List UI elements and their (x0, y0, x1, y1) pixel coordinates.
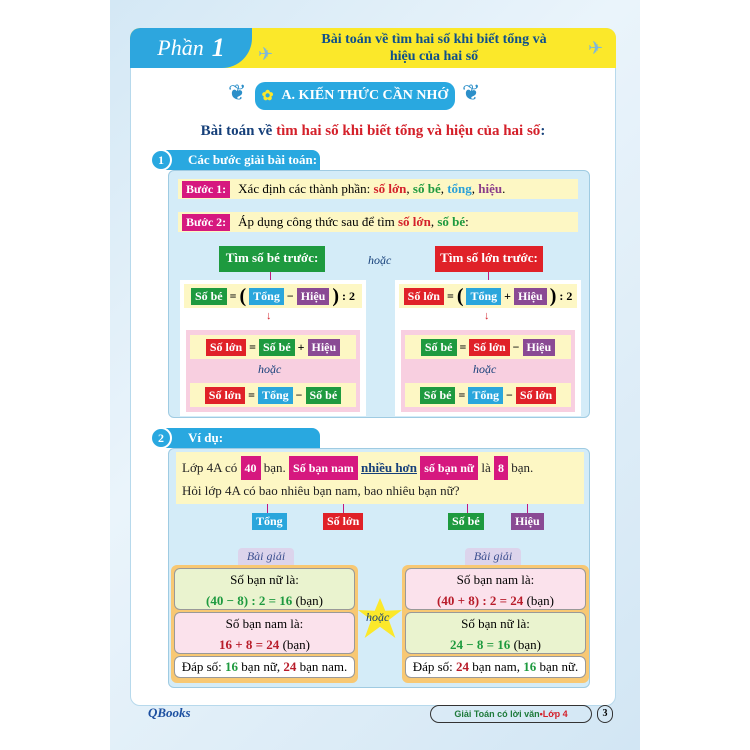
arrow-down-icon: ↓ (484, 310, 490, 322)
unit: (bạn) (513, 637, 541, 652)
method-left-panel (180, 280, 366, 416)
part-label: Phần (157, 35, 204, 60)
text: là (481, 460, 491, 475)
solution-left (171, 565, 358, 683)
sep: • (539, 709, 543, 719)
book-title: Giải Toán có lời văn (454, 709, 540, 719)
question-line-1 (182, 456, 578, 480)
steps-title: Các bước giải bài toán: (188, 152, 318, 167)
op: = (249, 339, 256, 354)
term-so-lon: Số lớn (516, 387, 556, 404)
term-tong: Tổng (258, 387, 293, 404)
solution-label: Bài giải (465, 548, 521, 565)
step-1 (178, 179, 578, 199)
label-hieu: Hiệu (511, 513, 544, 530)
value-8: 8 (494, 456, 508, 480)
formula-so-be (405, 335, 571, 359)
connector (488, 272, 489, 280)
solution-label: Bài giải (238, 548, 294, 565)
value-40: 40 (241, 456, 261, 480)
paren: ) (549, 284, 557, 307)
answer (174, 656, 355, 678)
leaf-branch-icon: ❦ (228, 80, 247, 105)
derived-box (401, 330, 575, 412)
airplane-icon: ✈ (588, 38, 604, 58)
op: : 2 (342, 288, 356, 303)
paren: ( (239, 284, 247, 307)
term: tổng (447, 181, 472, 196)
calc: 24 − 8 = 16 (449, 637, 511, 652)
term: số lớn (397, 214, 431, 229)
arrow-down-icon: ↓ (266, 310, 272, 322)
leaf-branch-icon: ❦ (462, 80, 481, 105)
label-so-be: Số bé (448, 513, 484, 530)
more-phrase: nhiều hơn (361, 460, 417, 475)
step-text: Áp dụng công thức sau để tìm (238, 214, 398, 229)
term-so-lon: Số lớn (206, 339, 246, 356)
step-text: Xác định các thành phần: (238, 181, 374, 196)
op: + (297, 339, 305, 354)
term-tong: Tổng (468, 387, 503, 404)
term-so-lon: Số lớn (469, 339, 509, 356)
formula-so-lon-alt (190, 383, 356, 407)
step-girls (174, 568, 355, 610)
step-label: Số bạn nữ là: (461, 616, 530, 631)
flower-icon: ✿ (261, 88, 274, 104)
part-header (130, 28, 616, 68)
section-a-title (255, 82, 455, 110)
term-so-be: Số bé (191, 288, 227, 305)
sep: , (430, 214, 438, 229)
formula-so-be (184, 284, 362, 308)
formula-so-lon (190, 335, 356, 359)
calc: (40 − 8) : 2 = 16 (206, 593, 293, 608)
example-question (176, 452, 584, 504)
method-right-panel (395, 280, 581, 416)
part-number: 1 (211, 33, 225, 62)
book-footer (430, 705, 592, 723)
or-label: hoặc (368, 253, 392, 267)
step-2-label: Bước 2: (182, 214, 230, 231)
term-tong: Tổng (466, 288, 501, 305)
example-title: Ví dụ: (188, 430, 224, 445)
step-label: Số bạn nam là: (225, 616, 304, 631)
text: bạn. (511, 460, 534, 475)
answer-value: 24 (456, 659, 470, 674)
step-2-text (238, 214, 469, 230)
answer-text: bạn nam, (469, 659, 524, 674)
term: số bé (437, 214, 466, 229)
or-label: hoặc (366, 610, 390, 624)
op: + (504, 288, 512, 303)
op: − (295, 387, 303, 402)
connector (270, 272, 271, 280)
sep: , (406, 181, 413, 196)
term-hieu: Hiệu (523, 339, 556, 356)
step-label: Số bạn nữ là: (230, 572, 299, 587)
term-so-be: Số bé (259, 339, 295, 356)
term-hieu: Hiệu (308, 339, 341, 356)
term-so-be: Số bé (306, 387, 342, 404)
step-boys (174, 612, 355, 654)
method-left-title: Tìm số bé trước: (219, 246, 325, 272)
end: . (502, 181, 506, 196)
formula-so-lon (399, 284, 577, 308)
end: : (465, 214, 469, 229)
formula-so-be-alt (405, 383, 571, 407)
airplane-icon: ✈ (258, 44, 274, 64)
steps-tab (160, 150, 320, 170)
step-1-text (238, 181, 505, 197)
answer-value: 24 (283, 659, 297, 674)
part-badge (130, 28, 252, 68)
part-title (288, 31, 580, 65)
term: hiệu (478, 181, 503, 196)
answer-text: bạn nữ, (238, 659, 284, 674)
op: = (229, 288, 237, 303)
label-tong: Tổng (252, 513, 287, 530)
op: − (512, 339, 520, 354)
text: bạn. (263, 460, 286, 475)
term-so-be: Số bé (421, 339, 457, 356)
steps-number: 1 (150, 149, 172, 171)
answer-value: 16 (523, 659, 537, 674)
solution-right (402, 565, 589, 683)
term: số bé (412, 181, 441, 196)
step-boys (405, 568, 586, 610)
title-line-2: hiệu của hai số (389, 49, 479, 64)
op: − (506, 387, 513, 402)
sep: , (440, 181, 448, 196)
term-tong: Tổng (249, 288, 284, 305)
op: = (248, 387, 255, 402)
title-line-1: Bài toán về tìm hai số khi biết tổng và (321, 32, 547, 47)
term-hieu: Hiệu (297, 288, 330, 305)
subtitle-prefix: Bài toán về (200, 123, 277, 139)
term-hieu: Hiệu (514, 288, 547, 305)
section-a-label: A. KIẾN THỨC CẦN NHỚ (281, 88, 449, 103)
answer-text: bạn nữ. (536, 659, 579, 674)
grade: Lớp 4 (542, 709, 568, 719)
subtitle-suffix: : (540, 123, 546, 139)
or-label: hoặc (473, 362, 497, 376)
op: − (286, 288, 294, 303)
op: : 2 (559, 288, 573, 303)
unit: (bạn) (295, 593, 323, 608)
op: = (458, 387, 466, 402)
op: = (446, 288, 454, 303)
publisher-logo: QBooks (148, 705, 191, 720)
step-label: Số bạn nam là: (456, 572, 535, 587)
method-right-title: Tìm số lớn trước: (435, 246, 543, 272)
paren: ( (456, 284, 464, 307)
answer (405, 656, 586, 678)
step-2 (178, 212, 578, 232)
sep: , (471, 181, 479, 196)
answer-text: bạn nam. (296, 659, 348, 674)
girls-phrase: số bạn nữ (420, 456, 478, 480)
question-line-2: Hỏi lớp 4A có bao nhiêu bạn nam, bao nhiêu bạn nữ? (182, 483, 460, 498)
term-so-lon: Số lớn (404, 288, 444, 305)
answer-value: 16 (225, 659, 239, 674)
subtitle (130, 123, 616, 140)
text: Lớp 4A có (182, 460, 238, 475)
unit: (bạn) (526, 593, 554, 608)
paren: ) (332, 284, 340, 307)
op: = (459, 339, 467, 354)
subtitle-highlight: tìm hai số khi biết tổng và hiệu của hai số (276, 123, 541, 139)
derived-box (186, 330, 360, 412)
answer-prefix: Đáp số: (412, 659, 457, 674)
label-so-lon: Số lớn (323, 513, 363, 530)
step-1-label: Bước 1: (182, 181, 230, 198)
calc: (40 + 8) : 2 = 24 (437, 593, 524, 608)
term: số lớn (373, 181, 407, 196)
page-number: 3 (597, 705, 613, 723)
or-label: hoặc (258, 362, 282, 376)
calc: 16 + 8 = 24 (218, 637, 280, 652)
term-so-lon: Số lớn (205, 387, 245, 404)
boys-phrase: Số bạn nam (289, 456, 358, 480)
step-girls (405, 612, 586, 654)
example-tab (160, 428, 320, 448)
term-so-be: Số bé (420, 387, 456, 404)
answer-prefix: Đáp số: (181, 659, 226, 674)
example-number: 2 (150, 427, 172, 449)
unit: (bạn) (282, 637, 310, 652)
